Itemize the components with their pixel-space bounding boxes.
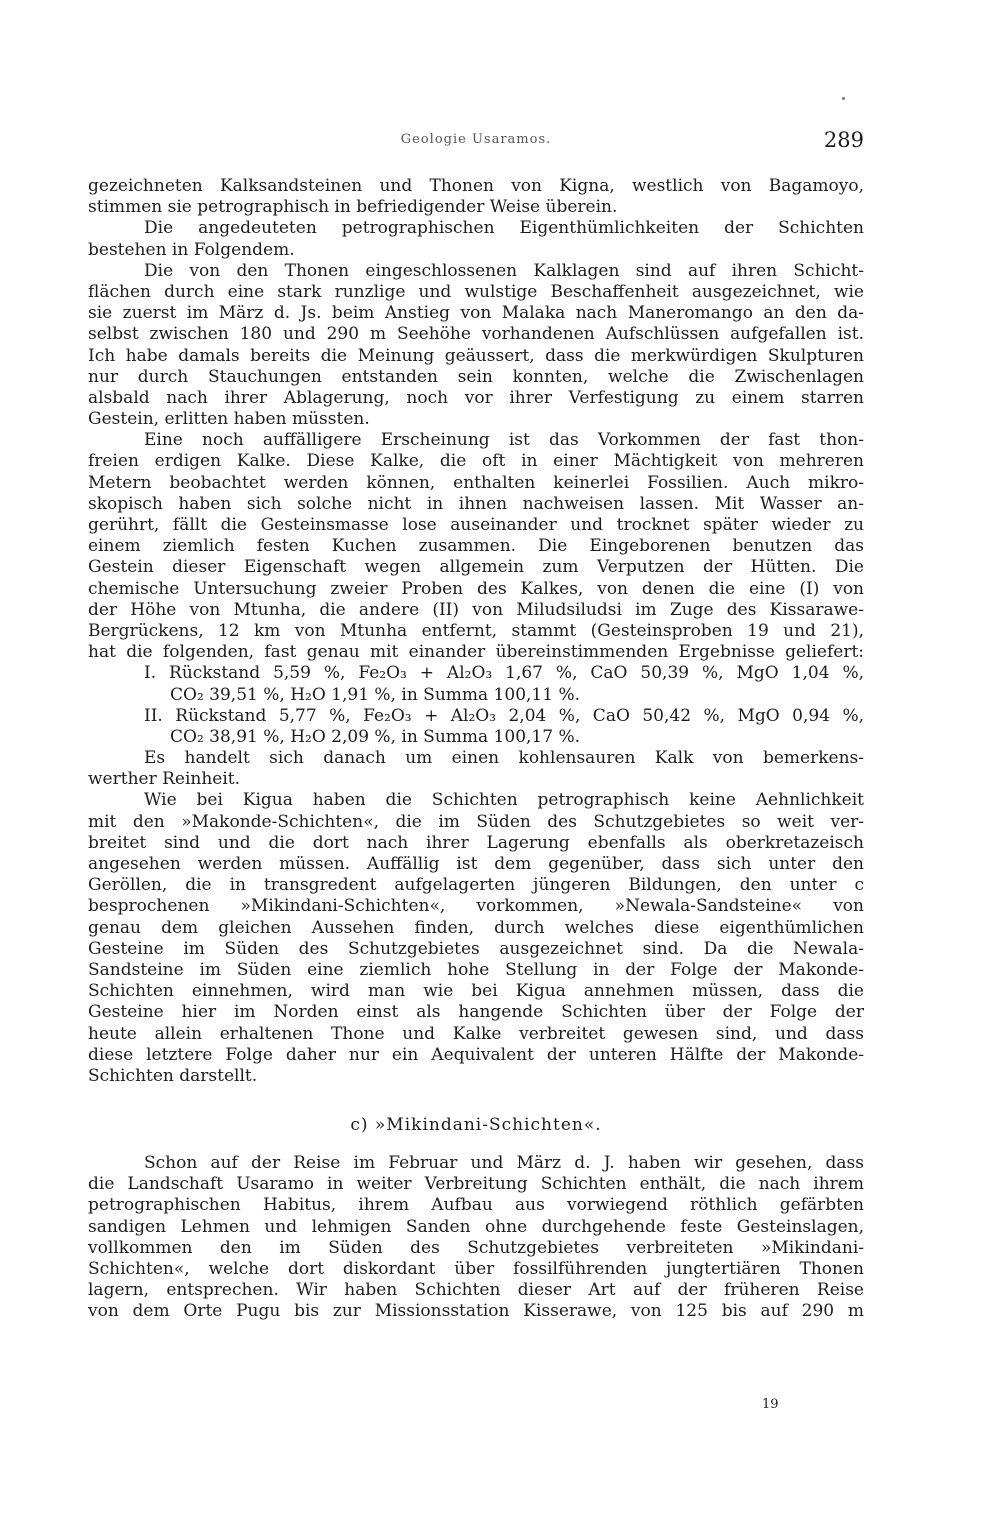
page-header: [88, 130, 864, 156]
text-line: Gesteine im Süden des Schutzgebietes ausgezeichnet sind. Da die Newala-: [88, 938, 864, 959]
text-line: Wie bei Kigua haben die Schichten petrographisch keine Aehnlichkeit: [144, 790, 864, 811]
text-line: Gestein, erlitten haben müssten.: [88, 409, 370, 430]
text-line: von dem Orte Pugu bis zur Missionsstation Kisserawe, von 125 bis auf 290 m: [88, 1301, 864, 1322]
text-line: Schichten«, welche dort diskordant über fossilführenden jungtertiären Thonen: [88, 1259, 864, 1279]
text-line: Schichten einnehmen, wird man wie bei Kigua annehmen müssen, dass die: [88, 981, 864, 1002]
text-line: I. Rückstand 5,59 %, Fe₂O₃ + Al₂O₃ 1,67 %, CaO 50,39 %, MgO 1,04 %,: [144, 663, 864, 684]
signature-mark: 19: [762, 1397, 779, 1412]
text-line: freien erdigen Kalke. Diese Kalke, die oft in einer Mächtigkeit von mehreren: [88, 451, 864, 472]
text-line: Es handelt sich danach um einen kohlensauren Kalk von bemerkens-: [144, 748, 864, 769]
text-line: Eine noch auffälligere Erscheinung ist das Vorkommen der fast thon-: [144, 430, 864, 451]
text-line: bestehen in Folgendem.: [88, 239, 295, 260]
text-line: Geröllen, die in transgredent aufgelagerten jüngeren Bildungen, den unter c: [88, 875, 864, 896]
text-line: II. Rückstand 5,77 %, Fe₂O₃ + Al₂O₃ 2,04 %, CaO 50,42 %, MgO 0,94 %,: [144, 705, 864, 726]
text-line: werther Reinheit.: [88, 769, 241, 790]
text-line: Gestein dieser Eigenschaft wegen allgemein zum Verputzen der Hütten. Die: [88, 557, 864, 578]
text-line: CO₂ 38,91 %, H₂O 2,09 %, in Summa 100,17 %.: [170, 726, 581, 747]
paragraph-gap: [88, 1137, 864, 1153]
text-line: mit den »Makonde-Schichten«, die im Süden des Schutzgebietes so weit ver-: [88, 811, 864, 832]
text-line: Die angedeuteten petrographischen Eigenthümlichkeiten der Schichten: [144, 218, 864, 239]
text-line: lagern, entsprechen. Wir haben Schichten dieser Art auf der früheren Reise: [88, 1280, 864, 1301]
text-line: selbst zwischen 180 und 290 m Seehöhe vorhandenen Aufschlüssen aufgefallen ist.: [88, 324, 864, 345]
text-line: breitet sind und die dort nach ihrer Lagerung ebenfalls als oberkretazeisch: [88, 832, 864, 853]
text-line: die Landschaft Usaramo in weiter Verbreitung Schichten enthält, die nach ihrem: [88, 1174, 864, 1195]
text-line: petrographischen Habitus, ihrem Aufbau aus vorwiegend röthlich gefärbten: [88, 1195, 864, 1216]
body-text: [88, 176, 864, 1323]
text-line: angesehen werden müssen. Auffällig ist dem gegenüber, dass sich unter den: [88, 854, 864, 874]
text-line: heute allein erhaltenen Thone und Kalke verbreitet gewesen sind, und dass: [88, 1023, 864, 1044]
text-line: gezeichneten Kalksandsteinen und Thonen von Kigna, westlich von Bagamoyo,: [88, 176, 864, 196]
speck-mark: [842, 97, 845, 100]
text-line: Die von den Thonen eingeschlossenen Kalklagen sind auf ihren Schicht-: [144, 260, 864, 281]
text-line: einem ziemlich festen Kuchen zusammen. Die Eingeborenen benutzen das: [88, 536, 864, 557]
running-title: Geologie Usaramos.: [400, 132, 552, 147]
text-line: flächen durch eine stark runzlige und wulstige Beschaffenheit ausgezeichnet, wie: [88, 281, 864, 302]
text-line: besprochenen »Mikindani-Schichten«, vorkommen, »Newala-Sandsteine« von: [88, 896, 864, 917]
text-line: Schon auf der Reise im Februar und März d. J. haben wir gesehen, dass: [144, 1153, 864, 1174]
text-line: Metern beobachtet werden können, enthalten keinerlei Fossilien. Auch mikro-: [88, 472, 864, 493]
text-line: Gesteine hier im Norden einst als hangende Schichten über der Folge der: [88, 1002, 864, 1023]
text-line: sie zuerst im März d. Js. beim Anstieg von Malaka nach Maneromango an den da-: [88, 303, 864, 324]
section-heading: c) »Mikindani-Schichten«.: [350, 1115, 602, 1136]
text-line: stimmen sie petrographisch in befriedigender Weise überein.: [88, 197, 618, 218]
text-line: vollkommen den im Süden des Schutzgebietes verbreiteten »Mikindani-: [88, 1237, 864, 1258]
text-line: Bergrückens, 12 km von Mtunha entfernt, stammt (Gesteinsproben 19 und 21),: [88, 620, 864, 641]
text-line: CO₂ 39,51 %, H₂O 1,91 %, in Summa 100,11 %.: [170, 684, 581, 705]
text-line: Sandsteine im Süden eine ziemlich hohe Stellung in der Folge der Makonde-: [88, 959, 864, 980]
text-line: Ich habe damals bereits die Meinung geäussert, dass die merkwürdigen Skulpturen: [88, 345, 864, 366]
page-number: 289: [823, 128, 864, 152]
text-line: Schichten darstellt.: [88, 1065, 258, 1086]
text-line: diese letztere Folge daher nur ein Aequivalent der unteren Hälfte der Makonde-: [88, 1044, 864, 1065]
text-line: alsbald nach ihrer Ablagerung, noch vor ihrer Verfestigung zu einem starren: [88, 387, 864, 408]
text-line: gerührt, fällt die Gesteinsmasse lose auseinander und trocknet später wieder zu: [88, 515, 864, 535]
text-line: chemische Untersuchung zweier Proben des Kalkes, von denen die eine (I) von: [88, 578, 864, 599]
text-line: hat die folgenden, fast genau mit einander übereinstimmenden Ergebnisse geliefert:: [88, 642, 864, 663]
text-line: genau dem gleichen Aussehen finden, durch welches diese eigenthümlichen: [88, 917, 864, 938]
text-line: der Höhe von Mtunha, die andere (II) von Miludsiludsi im Zuge des Kissarawe-: [88, 599, 864, 620]
paragraph-gap: [88, 1087, 864, 1103]
text-line: skopisch haben sich solche nicht in ihnen nachweisen lassen. Mit Wasser an-: [88, 493, 864, 514]
text-line: nur durch Stauchungen entstanden sein konnten, welche die Zwischenlagen: [88, 366, 864, 387]
text-line: sandigen Lehmen und lehmigen Sanden ohne durchgehende feste Gesteinslagen,: [88, 1216, 864, 1237]
